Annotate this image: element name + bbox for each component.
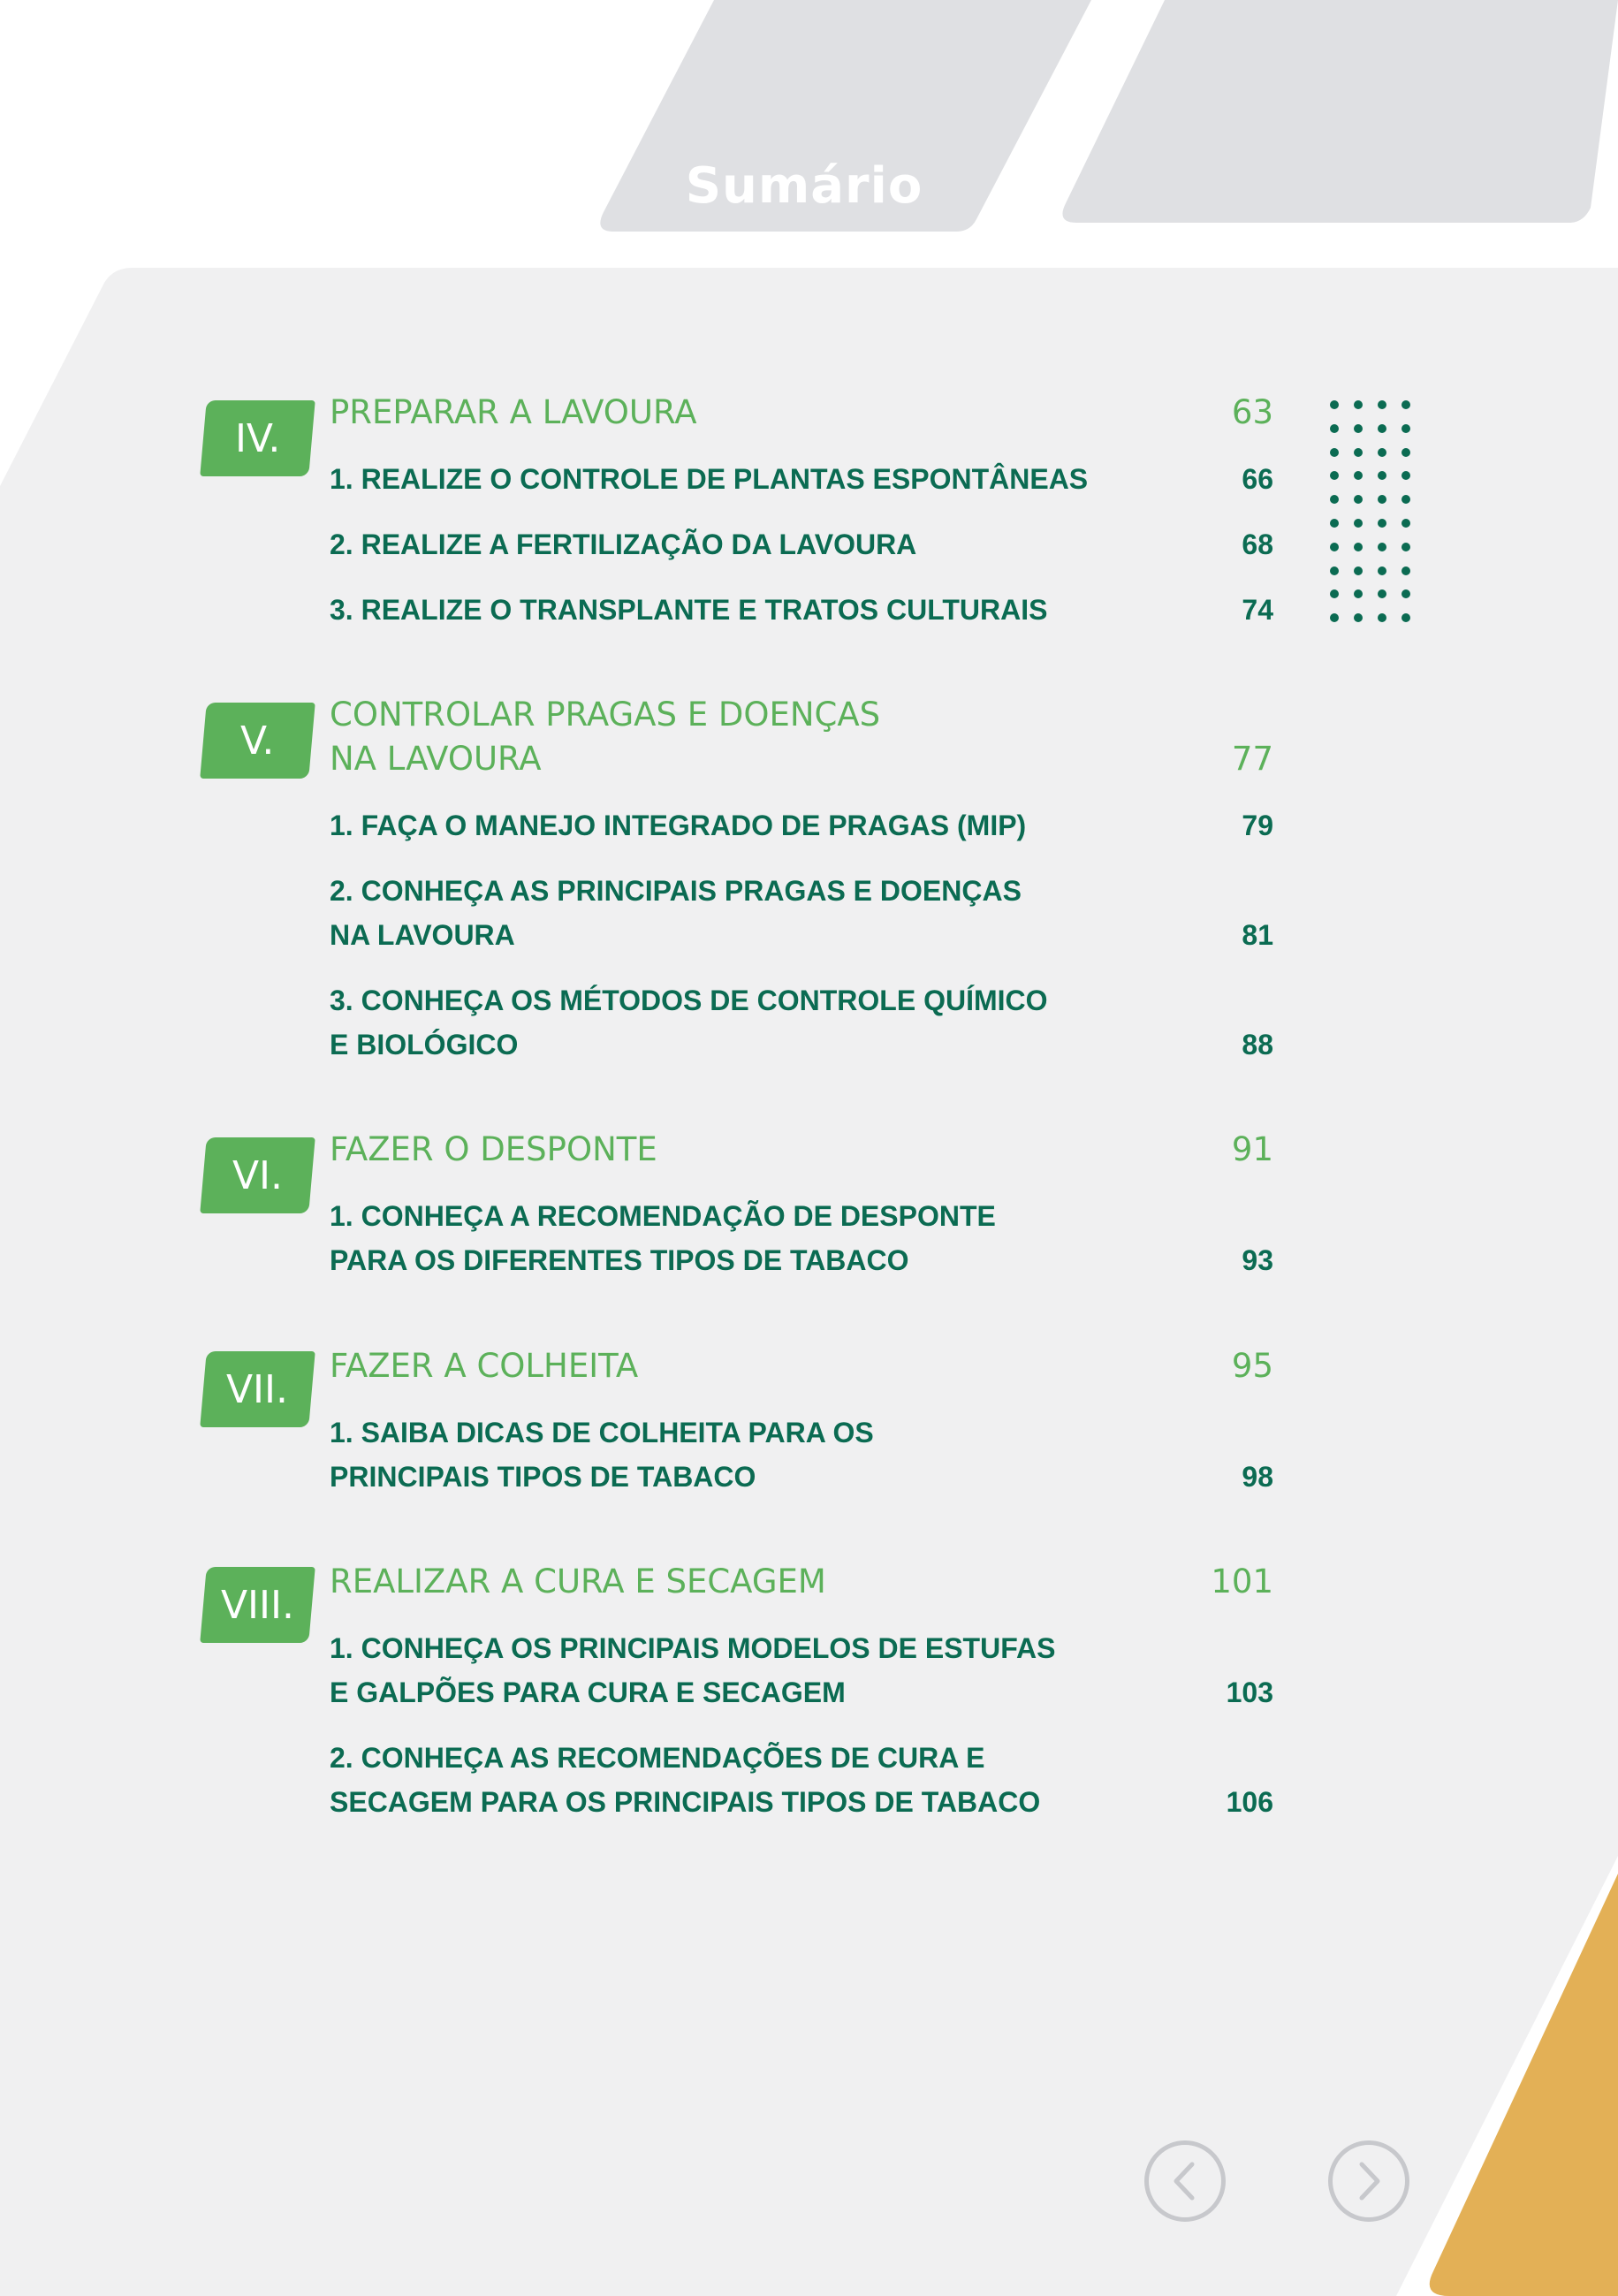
toc-item-text: 1. SAIBA DICAS DE COLHEITA PARA OS — [330, 1417, 874, 1448]
dot — [1378, 495, 1386, 504]
dot — [1330, 400, 1339, 409]
toc-item-text: 2. CONHEÇA AS RECOMENDAÇÕES DE CURA E — [330, 1742, 985, 1774]
section-badge — [200, 400, 315, 476]
section-heading-link[interactable] — [330, 1560, 1273, 1604]
section-heading-text: FAZER A COLHEITA — [330, 1347, 639, 1385]
dot — [1402, 448, 1410, 457]
section-heading-text: CONTROLAR PRAGAS E DOENÇAS — [330, 696, 881, 734]
dot — [1330, 448, 1339, 457]
dot — [1402, 589, 1410, 598]
toc-item-text: 1. CONHEÇA OS PRINCIPAIS MODELOS DE ESTUFAS — [330, 1632, 1056, 1664]
dot — [1354, 424, 1363, 433]
section-heading-link[interactable] — [330, 1344, 1273, 1388]
toc-item-page-number: 79 — [1242, 810, 1273, 841]
toc-item-text: 1. CONHEÇA A RECOMENDAÇÃO DE DESPONTE — [330, 1200, 996, 1232]
dot — [1354, 495, 1363, 504]
page-title: Sumário — [685, 157, 923, 215]
section-badge — [200, 1351, 315, 1427]
toc-item-link[interactable] — [330, 869, 1273, 957]
toc-item-text: 1. REALIZE O CONTROLE DE PLANTAS ESPONTÂNEAS — [330, 463, 1089, 495]
previous-page-button[interactable] — [1144, 2140, 1226, 2222]
section-page-number: 95 — [1231, 1347, 1273, 1385]
dot — [1354, 400, 1363, 409]
section-heading-text: REALIZAR A CURA E SECAGEM — [330, 1562, 826, 1600]
toc-item-page-number: 74 — [1242, 594, 1273, 626]
toc-item-page-number: 66 — [1242, 463, 1273, 495]
section-badge — [200, 1137, 315, 1213]
dot — [1330, 543, 1339, 551]
section-badge-label: VII. — [226, 1366, 289, 1412]
toc-item-page-number: 93 — [1242, 1244, 1273, 1276]
toc-item-text: E BIOLÓGICO — [330, 1029, 519, 1061]
toc-item-text: PARA OS DIFERENTES TIPOS DE TABACO — [330, 1244, 909, 1276]
toc-item-link[interactable] — [330, 457, 1273, 501]
dot — [1330, 566, 1339, 575]
toc-item-link[interactable] — [330, 588, 1273, 632]
section-page-number: 63 — [1231, 393, 1273, 431]
toc-item-text: 2. CONHEÇA AS PRINCIPAIS PRAGAS E DOENÇAS — [330, 875, 1022, 907]
toc-item-link[interactable] — [330, 1736, 1273, 1824]
section-page-number: 77 — [1231, 740, 1273, 778]
section-page-number: 101 — [1211, 1562, 1273, 1600]
section-badge-label: IV. — [234, 415, 281, 461]
dot — [1354, 543, 1363, 551]
section-heading-text: FAZER O DESPONTE — [330, 1130, 657, 1168]
section-badge-label: V. — [240, 718, 275, 764]
chevron-right-icon — [1351, 2159, 1386, 2203]
toc-item-text: SECAGEM PARA OS PRINCIPAIS TIPOS DE TABACO — [330, 1786, 1041, 1818]
toc-item-text: 1. FAÇA O MANEJO INTEGRADO DE PRAGAS (MIP) — [330, 810, 1027, 841]
toc-item-text: 2. REALIZE A FERTILIZAÇÃO DA LAVOURA — [330, 528, 917, 560]
toc-item-page-number: 68 — [1242, 528, 1273, 560]
dot — [1378, 400, 1386, 409]
dot — [1402, 543, 1410, 551]
toc-item-link[interactable] — [330, 1626, 1273, 1714]
dot — [1330, 471, 1339, 480]
toc-item-link[interactable] — [330, 978, 1273, 1067]
chevron-left-icon — [1167, 2159, 1203, 2203]
dot — [1330, 589, 1339, 598]
dot — [1354, 471, 1363, 480]
toc-item-page-number: 98 — [1242, 1461, 1273, 1493]
dot — [1378, 589, 1386, 598]
section-badge-label: VI. — [232, 1152, 284, 1198]
toc-item-link[interactable] — [330, 803, 1273, 848]
section-heading-link[interactable] — [330, 391, 1273, 435]
dot — [1402, 495, 1410, 504]
decorative-dot-grid — [1330, 400, 1418, 630]
section-heading-link[interactable] — [330, 1128, 1273, 1172]
dot — [1330, 424, 1339, 433]
toc-item-text: NA LAVOURA — [330, 919, 515, 951]
dot — [1330, 495, 1339, 504]
dot — [1378, 424, 1386, 433]
toc-item-text: 3. REALIZE O TRANSPLANTE E TRATOS CULTURAIS — [330, 594, 1048, 626]
section-badge — [200, 703, 315, 779]
toc-item-text: 3. CONHEÇA OS MÉTODOS DE CONTROLE QUÍMICO — [330, 985, 1048, 1016]
section-page-number: 91 — [1231, 1130, 1273, 1168]
dot — [1354, 589, 1363, 598]
top-right-banner-shape — [1062, 0, 1618, 223]
section-heading-text: PREPARAR A LAVOURA — [330, 393, 697, 431]
dot — [1378, 613, 1386, 622]
dot — [1402, 613, 1410, 622]
dot — [1402, 424, 1410, 433]
dot — [1354, 613, 1363, 622]
dot — [1354, 519, 1363, 528]
dot — [1378, 519, 1386, 528]
dot — [1354, 566, 1363, 575]
toc-item-link[interactable] — [330, 1194, 1273, 1282]
section-heading-link[interactable] — [330, 693, 1273, 781]
dot — [1354, 448, 1363, 457]
toc-item-text: PRINCIPAIS TIPOS DE TABACO — [330, 1461, 756, 1493]
dot — [1402, 471, 1410, 480]
dot — [1378, 448, 1386, 457]
dot — [1330, 519, 1339, 528]
dot — [1330, 613, 1339, 622]
toc-item-text: E GALPÕES PARA CURA E SECAGEM — [330, 1676, 846, 1708]
section-badge-label: VIII. — [220, 1582, 294, 1628]
toc-item-page-number: 103 — [1226, 1676, 1273, 1708]
dot — [1378, 543, 1386, 551]
toc-item-link[interactable] — [330, 1410, 1273, 1499]
dot — [1378, 566, 1386, 575]
toc-item-page-number: 81 — [1242, 919, 1273, 951]
section-heading-text: NA LAVOURA — [330, 740, 542, 778]
dot — [1402, 519, 1410, 528]
toc-item-link[interactable] — [330, 522, 1273, 566]
dot — [1378, 471, 1386, 480]
dot — [1402, 566, 1410, 575]
next-page-button[interactable] — [1328, 2140, 1409, 2222]
toc-item-page-number: 88 — [1242, 1029, 1273, 1061]
toc-item-page-number: 106 — [1226, 1786, 1273, 1818]
section-badge — [200, 1567, 315, 1643]
dot — [1402, 400, 1410, 409]
